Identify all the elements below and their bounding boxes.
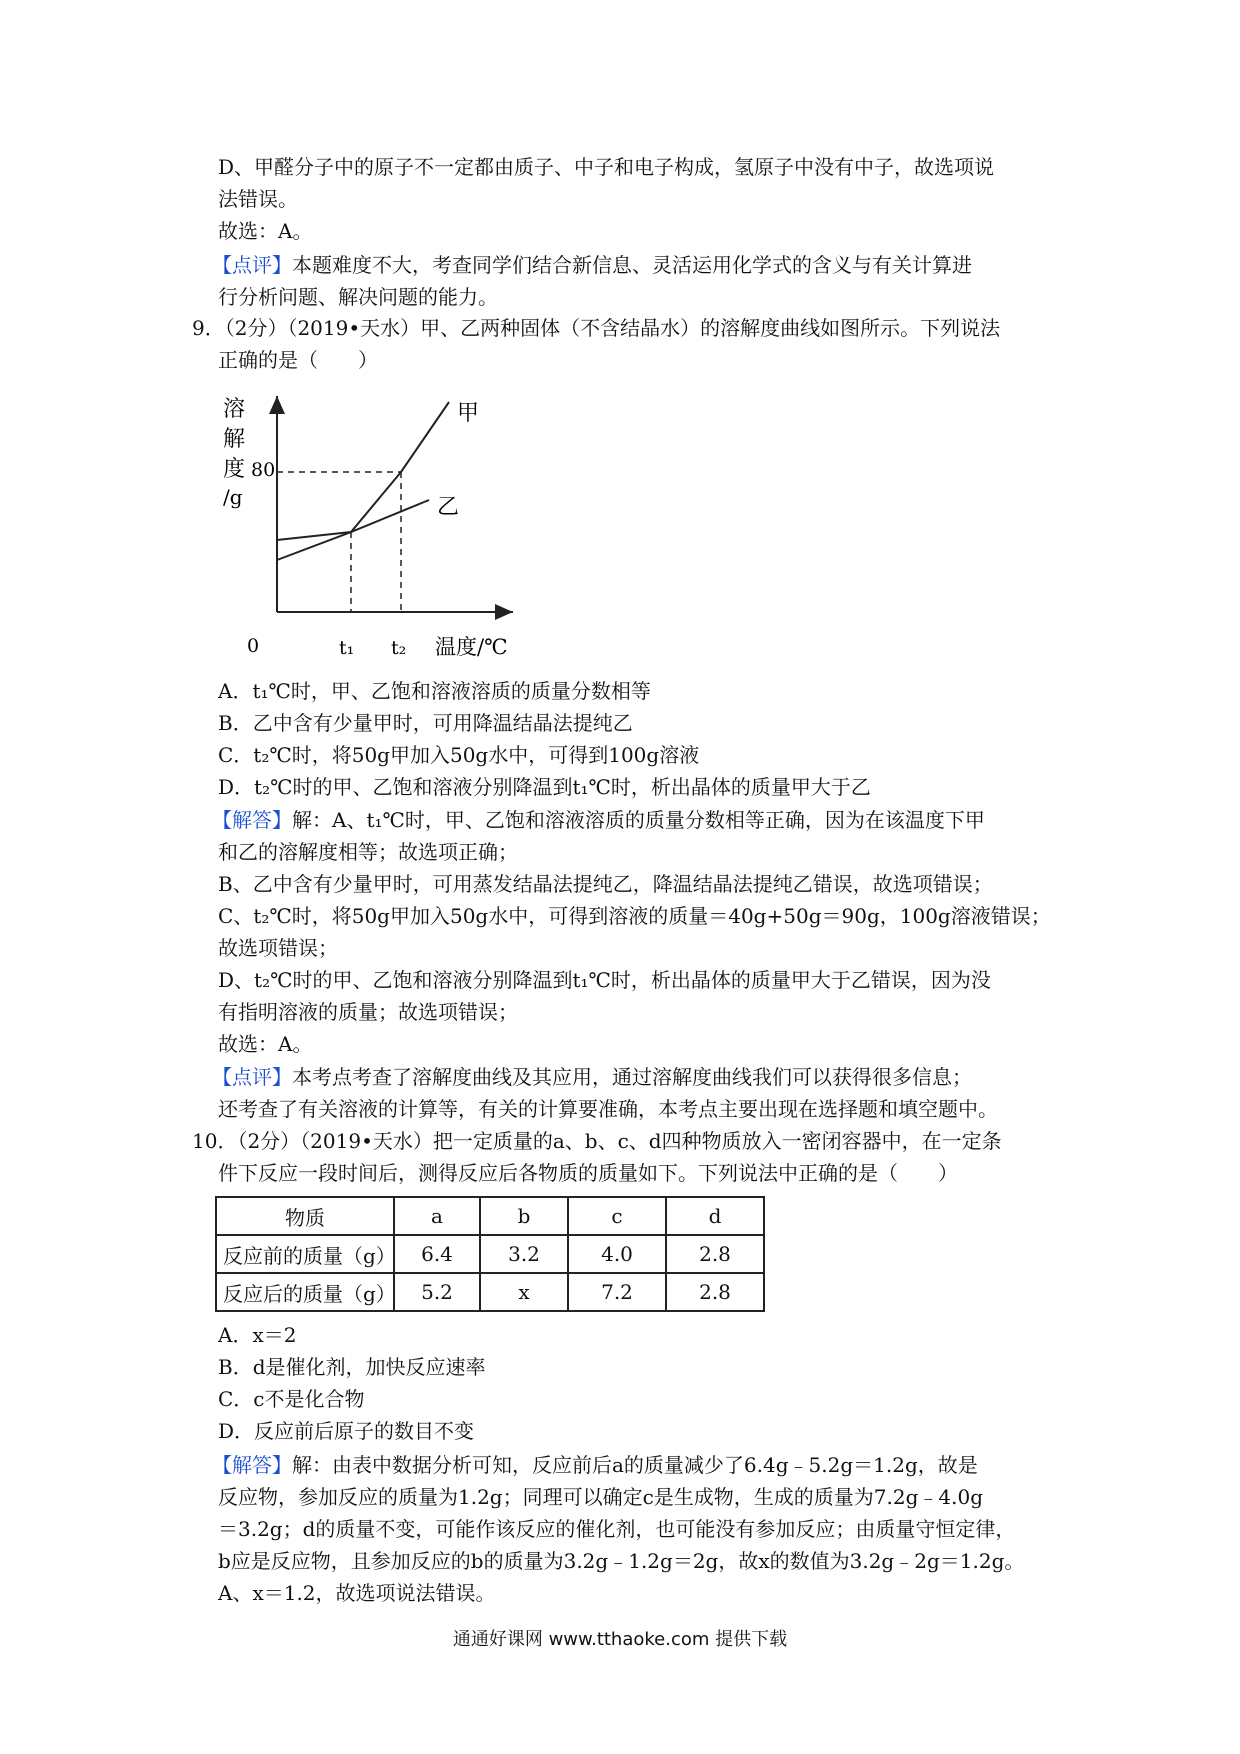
review-text: 本考点考查了溶解度曲线及其应用，通过溶解度曲线我们可以获得很多信息； (292, 1065, 972, 1089)
table-cell: 反应前的质量（g） (216, 1235, 394, 1273)
question-9-stem: 9．（2分）（2019•天水）甲、乙两种固体（不含结晶水）的溶解度曲线如图所示。下列说法 (192, 316, 1001, 340)
answer-line: D、甲醛分子中的原子不一定都由质子、中子和电子构成，氢原子中没有中子，故选项说 (218, 155, 995, 179)
option-c: C．t₂℃时，将50g甲加入50g水中，可得到100g溶液 (218, 743, 700, 767)
answer-tag: 【解答】 (212, 808, 292, 832)
series-yi-curve (277, 500, 429, 540)
x-axis-label: 温度/℃ (435, 635, 508, 659)
origin-label: 0 (247, 635, 260, 657)
option-d: D．t₂℃时的甲、乙饱和溶液分别降温到t₁℃时，析出晶体的质量甲大于乙 (218, 775, 871, 799)
answer-line: 和乙的溶解度相等；故选项正确； (218, 840, 518, 864)
y-axis-label-char: 度 (223, 457, 246, 482)
y-axis-label-char: 解 (223, 427, 246, 452)
y-axis-label-char: 溶 (223, 397, 246, 422)
answer-text: 解：A、t₁℃时，甲、乙饱和溶液溶质的质量分数相等正确，因为在该温度下甲 (292, 808, 985, 832)
answer-tag: 【解答】 (212, 1453, 292, 1477)
table-header-cell: a (394, 1197, 480, 1235)
table-header-cell: c (568, 1197, 666, 1235)
answer-line: 有指明溶液的质量；故选项错误； (218, 1000, 518, 1024)
option-d: D．反应前后原子的数目不变 (218, 1419, 475, 1443)
answer-line (212, 1450, 978, 1480)
question-10-stem: 10．（2分）（2019•天水）把一定质量的a、b、c、d四种物质放入一密闭容器中，在一定条 (192, 1129, 1002, 1153)
table-header-row (216, 1197, 764, 1235)
table-cell: 2.8 (666, 1235, 764, 1273)
answer-line: D、t₂℃时的甲、乙饱和溶液分别降温到t₁℃时，析出晶体的质量甲大于乙错误，因为没 (218, 968, 991, 992)
table-row (216, 1235, 764, 1273)
table-cell: 3.2 (480, 1235, 568, 1273)
table-cell: 4.0 (568, 1235, 666, 1273)
answer-line: B、乙中含有少量甲时，可用蒸发结晶法提纯乙，降温结晶法提纯乙错误，故选项错误； (218, 872, 993, 896)
answer-line (212, 805, 985, 835)
table-cell: 反应后的质量（g） (216, 1273, 394, 1311)
option-b: B．乙中含有少量甲时，可用降温结晶法提纯乙 (218, 711, 633, 735)
question-10-stem-cont: 件下反应一段时间后，测得反应后各物质的质量如下。下列说法中正确的是（ ） (218, 1161, 958, 1185)
review-line: 还考查了有关溶液的计算等，有关的计算要准确，本考点主要出现在选择题和填空题中。 (218, 1097, 998, 1121)
review-line: 行分析问题、解决问题的能力。 (218, 285, 498, 309)
table-row (216, 1273, 764, 1311)
answer-line: b应是反应物，且参加反应的b的质量为3.2g﹣1.2g＝2g，故x的数值为3.2g﹣2g＝1.2g。 (218, 1549, 1025, 1573)
table-header-cell: 物质 (216, 1197, 394, 1235)
answer-line: 反应物，参加反应的质量为1.2g；同理可以确定c是生成物，生成的质量为7.2g﹣4.0g (218, 1485, 984, 1509)
table-cell: 6.4 (394, 1235, 480, 1273)
series-yi-label: 乙 (437, 495, 460, 520)
table-header-cell: b (480, 1197, 568, 1235)
review-tag: 【点评】 (212, 1065, 292, 1089)
table-header-cell: d (666, 1197, 764, 1235)
series-jia-label: 甲 (457, 401, 480, 426)
review-line (212, 1062, 972, 1092)
option-a: A．t₁℃时，甲、乙饱和溶液溶质的质量分数相等 (218, 679, 651, 703)
option-b: B．d是催化剂，加快反应速率 (218, 1355, 486, 1379)
x-tick-t2: t₂ (391, 637, 407, 659)
answer-line: 法错误。 (218, 187, 298, 211)
answer-line: A、x＝1.2，故选项说法错误。 (218, 1581, 496, 1605)
page-footer: 通通好课网 www.tthaoke.com 提供下载 (452, 1629, 788, 1650)
answer-line: 故选项错误； (218, 936, 338, 960)
table-cell: 5.2 (394, 1273, 480, 1311)
option-c: C．c不是化合物 (218, 1387, 365, 1411)
y-tick-label: 80 (251, 459, 276, 481)
review-text: 本题难度不大，考查同学们结合新信息、灵活运用化学式的含义与有关计算进 (292, 253, 972, 277)
table-cell: 2.8 (666, 1273, 764, 1311)
answer-text: 解：由表中数据分析可知，反应前后a的质量减少了6.4g﹣5.2g＝1.2g，故是 (292, 1453, 978, 1477)
x-tick-t1: t₁ (339, 637, 355, 659)
question-9-stem-cont: 正确的是（ ） (218, 348, 378, 372)
table-cell: 7.2 (568, 1273, 666, 1311)
table-cell: x (480, 1273, 568, 1311)
review-line (212, 250, 972, 280)
answer-line: 故选：A。 (218, 1032, 313, 1056)
review-tag: 【点评】 (212, 253, 292, 277)
solubility-chart (215, 392, 535, 662)
y-axis-label-char: /g (223, 485, 243, 509)
answer-line: 故选：A。 (218, 219, 313, 243)
option-a: A．x＝2 (218, 1323, 297, 1347)
answer-line: ＝3.2g；d的质量不变，可能作该反应的催化剂，也可能没有参加反应；由质量守恒定律， (218, 1517, 1016, 1541)
mass-table (215, 1196, 765, 1312)
answer-line: C、t₂℃时，将50g甲加入50g水中，可得到溶液的质量＝40g+50g＝90g，100g溶液错误； (218, 904, 1051, 928)
